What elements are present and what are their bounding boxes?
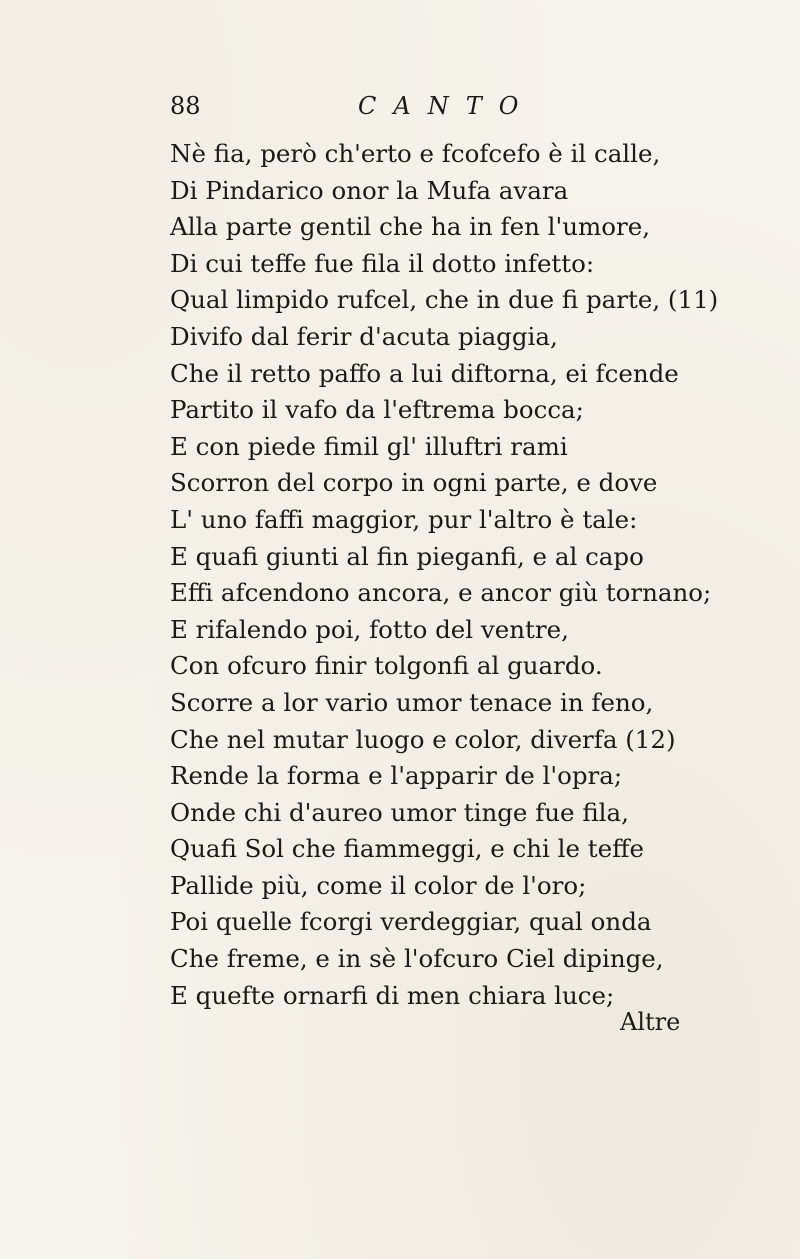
running-head: CANTO bbox=[358, 92, 536, 120]
verse-line: Rende la forma e l'apparir de l'opra; bbox=[170, 761, 623, 791]
verse-line: E rifalendo poi, fotto del ventre, bbox=[170, 614, 569, 644]
verse-line: Alla parte gentil che ha in fen l'umore, bbox=[170, 212, 650, 242]
verse-line: Qual limpido rufcel, che in due fi parte, (11) bbox=[170, 285, 719, 315]
verse-line: Scorre a lor vario umor tenace in feno, bbox=[170, 687, 654, 717]
verse-line: E quefte ornarfi di men chiara luce; bbox=[170, 980, 615, 1010]
verse-line: Con ofcuro finir tolgonfi al guardo. bbox=[170, 651, 603, 681]
catchword: Altre bbox=[620, 1008, 681, 1036]
verse-line: Che freme, e in sè l'ofcuro Ciel dipinge, bbox=[170, 944, 664, 974]
verse-line: Che nel mutar luogo e color, diverfa (12) bbox=[170, 724, 676, 754]
verse-line: Onde chi d'aureo umor tinge fue fila, bbox=[170, 797, 629, 827]
verse-line: E con piede fimil gl' illuftri rami bbox=[170, 431, 568, 461]
verse-line: L' uno faffi maggior, pur l'altro è tale: bbox=[170, 504, 638, 534]
verse-line: Che il retto paffo a lui diftorna, ei fcende bbox=[170, 358, 679, 388]
verse-line: Pallide più, come il color de l'oro; bbox=[170, 870, 587, 900]
verse-line: Poi quelle fcorgi verdeggiar, qual onda bbox=[170, 907, 652, 937]
verse-line: Di cui teffe fue fila il dotto infetto: bbox=[170, 248, 595, 278]
verse-line: Effi afcendono ancora, e ancor giù tornano; bbox=[170, 578, 712, 608]
verse-line: Quafi Sol che fiammeggi, e chi le teffe bbox=[170, 834, 645, 864]
poem-text bbox=[170, 136, 770, 1014]
verse-line: Di Pindarico onor la Mufa avara bbox=[170, 175, 569, 205]
verse-line: Scorron del corpo in ogni parte, e dove bbox=[170, 468, 658, 498]
page-number: 88 bbox=[170, 92, 201, 120]
verse-line: Divifo dal ferir d'acuta piaggia, bbox=[170, 321, 558, 351]
verse-line: Partito il vafo da l'eftrema bocca; bbox=[170, 395, 584, 425]
verse-line: Nè fia, però ch'erto e fcofcefo è il calle, bbox=[170, 139, 661, 168]
verse-line: E quafi giunti al fin pieganfi, e al capo bbox=[170, 541, 644, 571]
page-header bbox=[170, 92, 730, 126]
